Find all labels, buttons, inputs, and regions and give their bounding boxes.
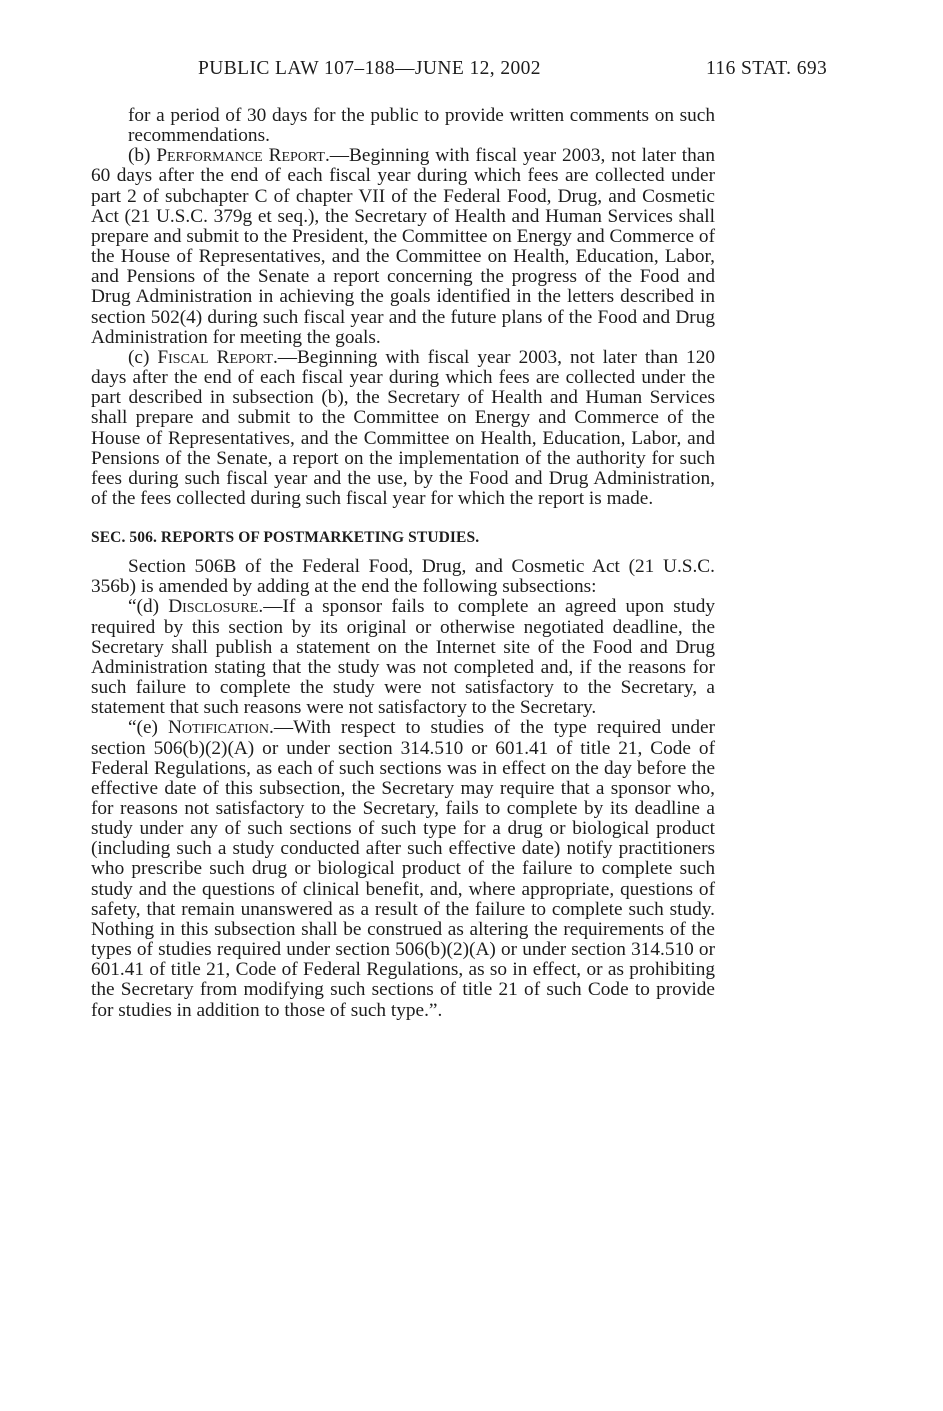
- subsection-b: [91, 146, 715, 348]
- section-506-intro-text: Section 506B of the Federal Food, Drug, and Cosmetic Act (21 U.S.C. 356b) is amended by adding at the end the following subsections:: [91, 556, 715, 598]
- subsection-c-dash: .—: [272, 346, 298, 368]
- section-506-intro: [91, 557, 715, 597]
- subsection-d-dash: .—: [258, 596, 283, 618]
- subsection-b-text: Beginning with fiscal year 2003, not later than 60 days after the end of each fiscal year during which fees are collected under part 2 of subchapter C of chapter VII of the Federal Food, Drug, and Cosmetic Act (21 U.S.C. 379g et seq.), the Secretary of Health and Human Services shall prepare and submit to the President, the Committee on Energy and Commerce of the House of Representatives, and the Committee on Health, Education, Labor, and Pensions of the Senate a report concerning the progress of the Food and Drug Administration in achieving the goals identified in the letters described in section 502(4) during such fiscal year and the future plans of the Food and Drug Administration for meeting the goals.: [91, 145, 715, 348]
- subsection-c-marker: (c): [128, 346, 158, 368]
- running-head: PUBLIC LAW 107–188—JUNE 12, 2002: [198, 58, 541, 79]
- page-number: 116 STAT. 693: [706, 58, 828, 79]
- page-body: [91, 106, 715, 1021]
- page-header: [0, 58, 943, 88]
- subsection-d-heading: Disclosure: [168, 596, 259, 618]
- subsection-e: [91, 718, 715, 1020]
- subsection-e-dash: .—: [269, 717, 294, 739]
- subsection-b-heading: Performance Report: [156, 145, 325, 167]
- subsection-c: [91, 348, 715, 509]
- subsection-c-heading: Fiscal Report: [157, 346, 273, 368]
- subsection-e-heading: Notification: [167, 717, 269, 739]
- continuation-paragraph: [91, 106, 715, 146]
- subsection-d-text: If a sponsor fails to complete an agreed upon study required by this section by its original or otherwise negotiated deadline, the Secretary shall publish a statement on the Internet site of the Food and Drug Administration stating that the study was not completed and, if the reasons for such failure to complete the study were not satisfactory to the Secretary, a statement that such reasons were not satisfactory to the Secretary.: [91, 596, 715, 719]
- subsection-e-marker: “(e): [128, 717, 168, 739]
- subsection-b-marker: (b): [128, 145, 157, 167]
- continuation-text: for a period of 30 days for the public to provide written comments on such recommendations.: [128, 105, 715, 147]
- subsection-b-dash: .—: [324, 145, 350, 167]
- section-506-heading: SEC. 506. REPORTS OF POSTMARKETING STUDIES.: [91, 529, 480, 547]
- subsection-e-text: With respect to studies of the type required under section 506(b)(2)(A) or under section 314.510 or 601.41 of title 21, Code of Federal Regulations, as each of such sections was in effect on the day before the effective date of this subsection, the Secretary may require that a sponsor who, for reasons not satisfactory to the Secretary, fails to complete by its deadline a study under any of such sections of such type for a drug or biological product (including such a study conducted after such effective date) notify practitioners who prescribe such drug or biological product of the failure to complete such study and the questions of clinical benefit, and, where appropriate, questions of safety, that remain unanswered as a result of the failure to complete such study. Nothing in this subsection shall be construed as altering the requirements of the types of studies required under section 506(b)(2)(A) or under section 314.510 or 601.41 of title 21, Code of Federal Regulations, as so in effect, or as prohibiting the Secretary from modifying such sections of title 21 of such Code to provide for studies in addition to those of such type.”.: [91, 717, 716, 1021]
- subsection-c-text: Beginning with fiscal year 2003, not later than 120 days after the end of each fiscal year during which fees are collected under the part described in subsection (b), the Secretary of Health and Human Services shall prepare and submit to the Committee on Energy and Commerce of the House of Representatives, and the Committee on Health, Education, Labor, and Pensions of the Senate, a report on the implementation of the authority for such fees during such fiscal year and the use, by the Food and Drug Administration, of the fees collected during such fiscal year for which the report is made.: [91, 346, 715, 509]
- subsection-d-marker: “(d): [128, 596, 169, 618]
- subsection-d: [91, 597, 715, 718]
